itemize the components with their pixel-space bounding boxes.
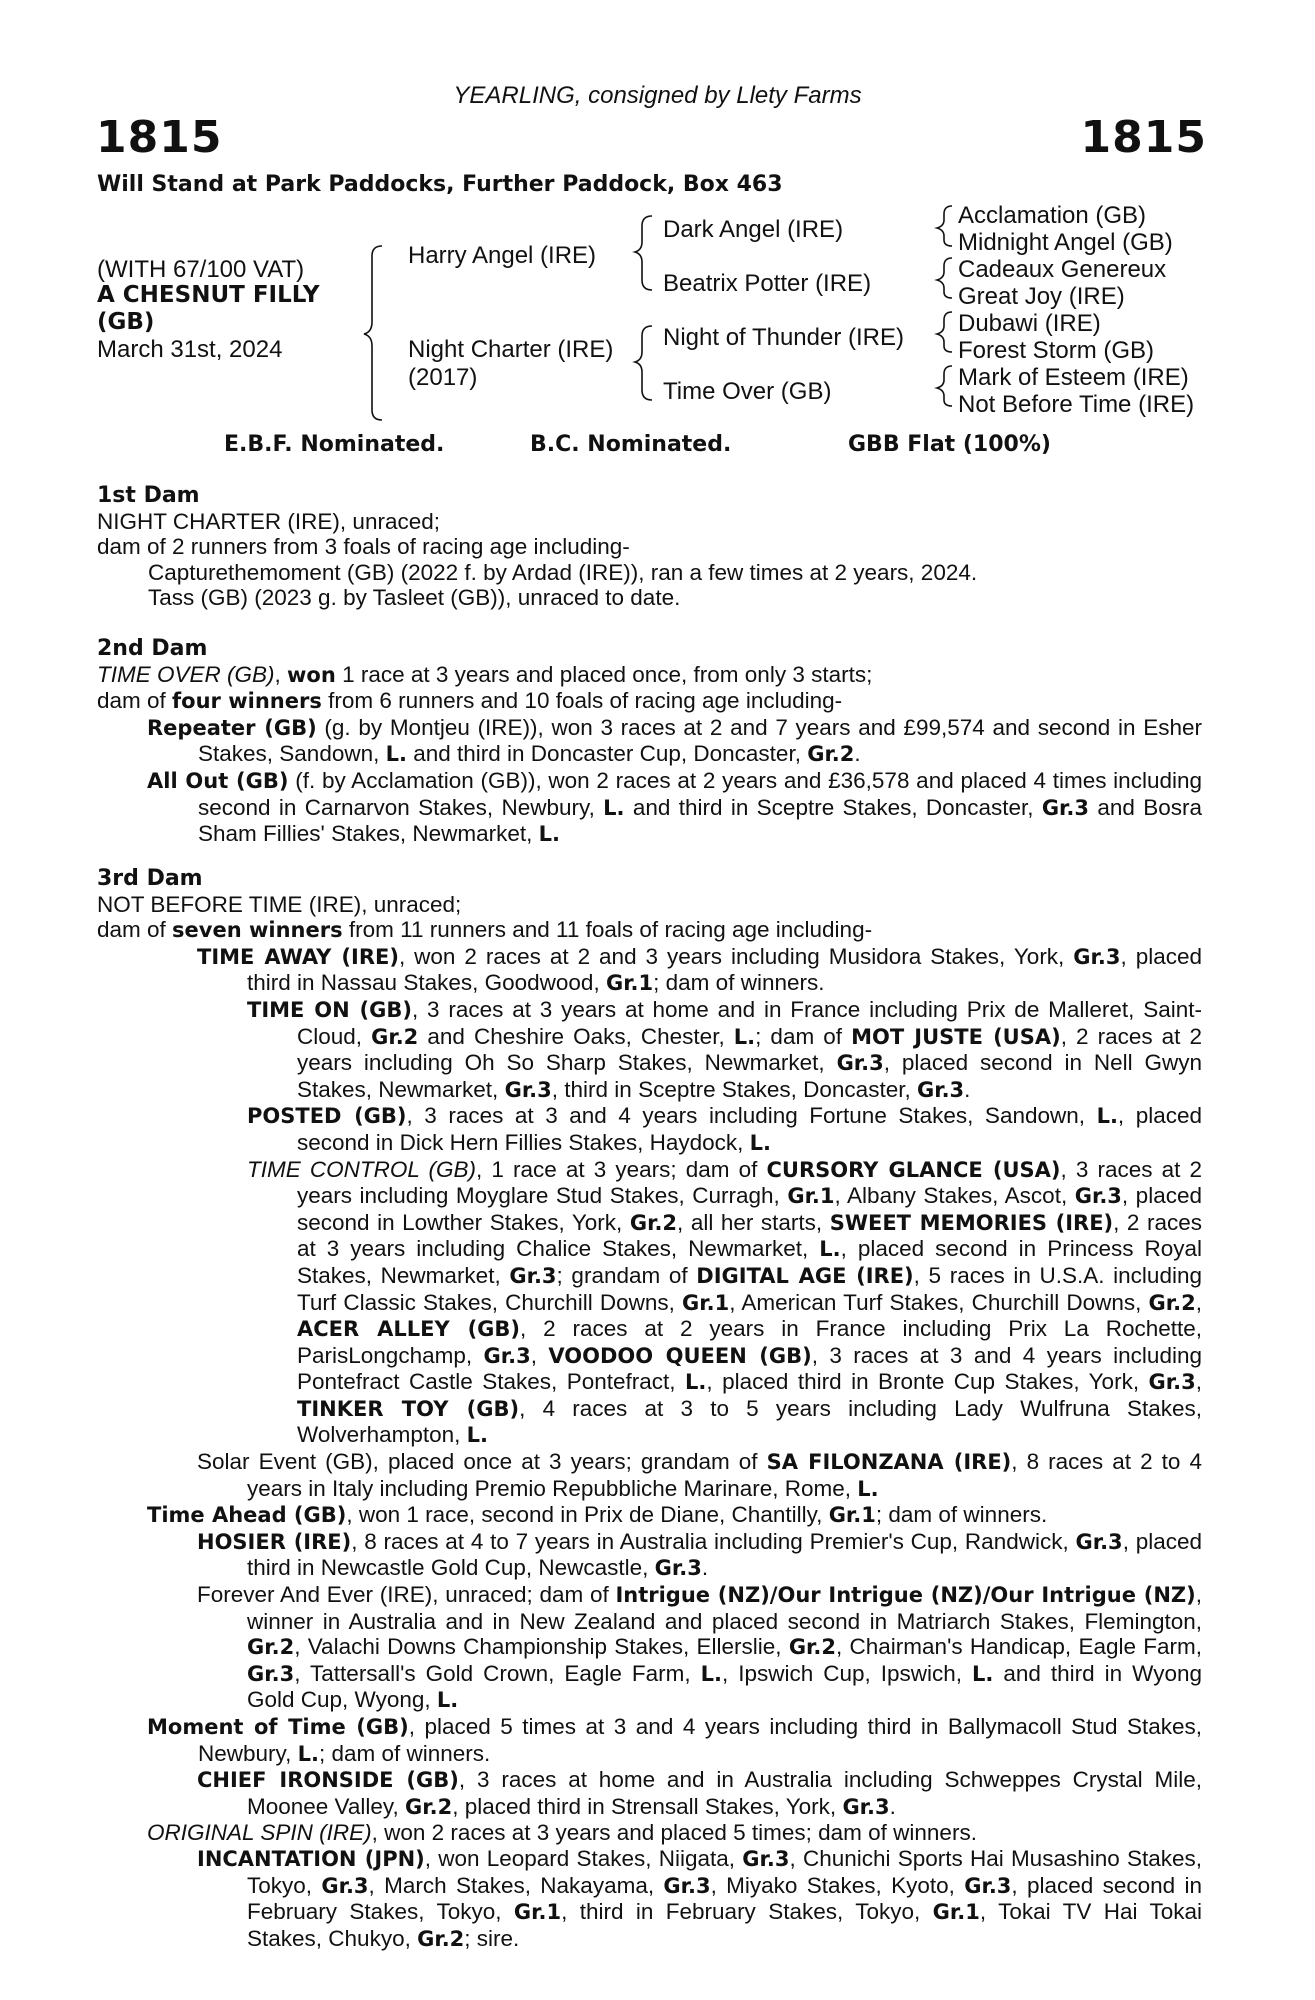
ped-dds: Mark of Esteem (IRE) — [958, 364, 1189, 391]
produce-item: Repeater (GB) (g. by Montjeu (IRE)), won 3 races at 2 and 7 years and £99,574 and second in Esher Stakes, Sandown, L. and third in Doncaster Cup, Doncaster, Gr.2. — [147, 714, 1202, 767]
ped-sss: Acclamation (GB) — [958, 202, 1147, 229]
third-dam-heading: 3rd Dam — [97, 866, 203, 891]
first-dam-produce-intro: dam of 2 runners from 3 foals of racing age including- — [97, 534, 630, 560]
dam-year: (2017) — [408, 364, 478, 391]
third-dam-produce-intro: dam of seven winners from 11 runners and 11 foals of racing age including- — [97, 917, 873, 943]
stabling-info: Will Stand at Park Paddocks, Further Paddock, Box 463 — [97, 172, 783, 197]
second-dam-section — [97, 636, 1202, 848]
produce-item: HOSIER (IRE), 8 races at 4 to 7 years in Australia including Premier's Cup, Randwick, Gr.3, placed third in Newcastle Gold Cup, Newcastle, Gr.3. — [197, 1528, 1203, 1581]
lot-title-country: (GB) — [97, 309, 155, 335]
produce-item: Time Ahead (GB), won 1 race, second in Prix de Diane, Chantilly, Gr.1; dam of winners. — [147, 1502, 1048, 1528]
lot-number-right: 1815 — [1080, 112, 1207, 163]
sire-sire: Dark Angel (IRE) — [663, 216, 844, 243]
second-dam-line: TIME OVER (GB), won 1 race at 3 years and placed once, from only 3 starts; — [97, 661, 873, 687]
produce-item: TIME CONTROL (GB), 1 race at 3 years; dam of CURSORY GLANCE (USA), 3 races at 2 years including Moyglare Stud Stakes, Curragh, Gr.1, Albany Stakes, Ascot, Gr.3, placed second in Lowther Stakes, York, Gr.2, all her starts, SWEET MEMORIES (IRE), 2 races at 3 years including Chalice Stakes, Newmarket, L., placed second in Princess Royal Stakes, Newmarket, Gr.3; grandam of DIGITAL AGE (IRE), 5 races in U.S.A. including Turf Classic Stakes, Churchill Downs, Gr.1, American Turf Stakes, Churchill Downs, Gr.2, ACER ALLEY (GB), 2 races at 2 years in France including Prix La Rochette, ParisLongchamp, Gr.3, VOODOO QUEEN (GB), 3 races at 3 and 4 years including Pontefract Castle Stakes, Pontefract, L., placed third in Bronte Cup Stakes, York, Gr.3, TINKER TOY (GB), 4 races at 3 to 5 years including Lady Wulfruna Stakes, Wolverhampton, L. — [247, 1156, 1203, 1448]
ebf-nomination: E.B.F. Nominated. — [224, 432, 445, 457]
produce-item: Forever And Ever (IRE), unraced; dam of Intrigue (NZ)/Our Intrigue (NZ)/Our Intrigue (NZ), winner in Australia and in New Zealand and placed second in Matriarch Stakes, Flemington, Gr.2, Valachi Downs Championship Stakes, Ellerslie, Gr.2, Chairman's Handicap, Eagle Farm, Gr.3, Tattersall's Gold Crown, Eagle Farm, L., Ipswich Cup, Ipswich, L. and third in Wyong Gold Cup, Wyong, L. — [197, 1582, 1202, 1713]
produce-item: Moment of Time (GB), placed 5 times at 3 and 4 years including third in Ballymacoll Stud Stakes, Newbury, L.; dam of winners. — [147, 1714, 1202, 1766]
ped-dss: Dubawi (IRE) — [958, 310, 1101, 337]
produce-item: ORIGINAL SPIN (IRE), won 2 races at 3 years and placed 5 times; dam of winners. — [147, 1820, 977, 1846]
produce-item: Solar Event (GB), placed once at 3 years; grandam of SA FILONZANA (IRE), 8 races at 2 to 4 years in Italy including Premio Repubbliche Marinare, Rome, L. — [197, 1449, 1202, 1501]
lot-number-left: 1815 — [96, 112, 223, 163]
produce-item: TIME AWAY (IRE), won 2 races at 2 and 3 years including Musidora Stakes, York, Gr.3, placed third in Nassau Stakes, Goodwood, Gr.1; dam of winners. — [197, 943, 1202, 996]
dam-dam: Time Over (GB) — [663, 378, 832, 405]
sire: Harry Angel (IRE) — [408, 242, 597, 269]
third-dam-line: NOT BEFORE TIME (IRE), unraced; — [97, 891, 462, 917]
bc-nomination: B.C. Nominated. — [530, 432, 732, 457]
second-dam-heading: 2nd Dam — [97, 636, 208, 661]
ped-sds: Cadeaux Genereux — [958, 256, 1167, 283]
produce-item: INCANTATION (JPN), won Leopard Stakes, Niigata, Gr.3, Chunichi Sports Hai Musashino Stakes, Tokyo, Gr.3, March Stakes, Nakayama, Gr.3, Miyako Stakes, Kyoto, Gr.3, placed second in February Stakes, Tokyo, Gr.1, third in February Stakes, Tokyo, Gr.1, Tokai TV Hai Tokai Stakes, Chukyo, Gr.2; sire. — [197, 1845, 1202, 1951]
ped-dsd: Forest Storm (GB) — [958, 337, 1155, 364]
produce-item: POSTED (GB), 3 races at 3 and 4 years including Fortune Stakes, Sandown, L., placed second in Dick Hern Fillies Stakes, Haydock, L. — [247, 1103, 1203, 1155]
vat-note: (WITH 67/100 VAT) — [97, 256, 305, 283]
dam-sire: Night of Thunder (IRE) — [663, 324, 904, 351]
produce-item: Capturethemoment (GB) (2022 f. by Ardad (IRE)), ran a few times at 2 years, 2024. — [148, 559, 978, 585]
first-dam-heading: 1st Dam — [97, 483, 200, 508]
produce-item: TIME ON (GB), 3 races at 3 years at home and in France including Prix de Malleret, Saint-Cloud, Gr.2 and Cheshire Oaks, Chester, L.; dam of MOT JUSTE (USA), 2 races at 2 years including Oh So Sharp Stakes, Newmarket, Gr.3, placed second in Nell Gwyn Stakes, Newmarket, Gr.3, third in Sceptre Stakes, Doncaster, Gr.3. — [247, 996, 1203, 1102]
produce-item: CHIEF IRONSIDE (GB), 3 races at home and in Australia including Schweppes Crystal Mile, Moonee Valley, Gr.2, placed third in Strensall Stakes, York, Gr.3. — [197, 1767, 1202, 1819]
produce-item: Tass (GB) (2023 g. by Tasleet (GB)), unraced to date. — [148, 585, 681, 611]
lot-title: A CHESNUT FILLY — [97, 282, 320, 308]
ped-ssd: Midnight Angel (GB) — [958, 229, 1173, 256]
first-dam-section — [97, 483, 1202, 611]
date-of-birth: March 31st, 2024 — [97, 336, 283, 363]
third-dam-section — [97, 866, 1202, 1952]
ped-ddd: Not Before Time (IRE) — [958, 391, 1195, 418]
sale-subtitle: YEARLING, consigned by Llety Farms — [453, 82, 862, 109]
sire-dam: Beatrix Potter (IRE) — [663, 270, 872, 297]
gbb-nomination: GBB Flat (100%) — [848, 432, 1051, 457]
first-dam-line: NIGHT CHARTER (IRE), unraced; — [97, 508, 440, 534]
second-dam-produce-intro: dam of four winners from 6 runners and 10 foals of racing age including- — [97, 688, 843, 714]
produce-item: All Out (GB) (f. by Acclamation (GB)), won 2 races at 2 years and £36,578 and placed 4 times including second in Carnarvon Stakes, Newbury, L. and third in Sceptre Stakes, Doncaster, Gr.3 and Bosra Sham Fillies' Stakes, Newmarket, L. — [147, 767, 1202, 847]
ped-sdd: Great Joy (IRE) — [958, 283, 1125, 310]
dam: Night Charter (IRE) — [408, 336, 614, 363]
